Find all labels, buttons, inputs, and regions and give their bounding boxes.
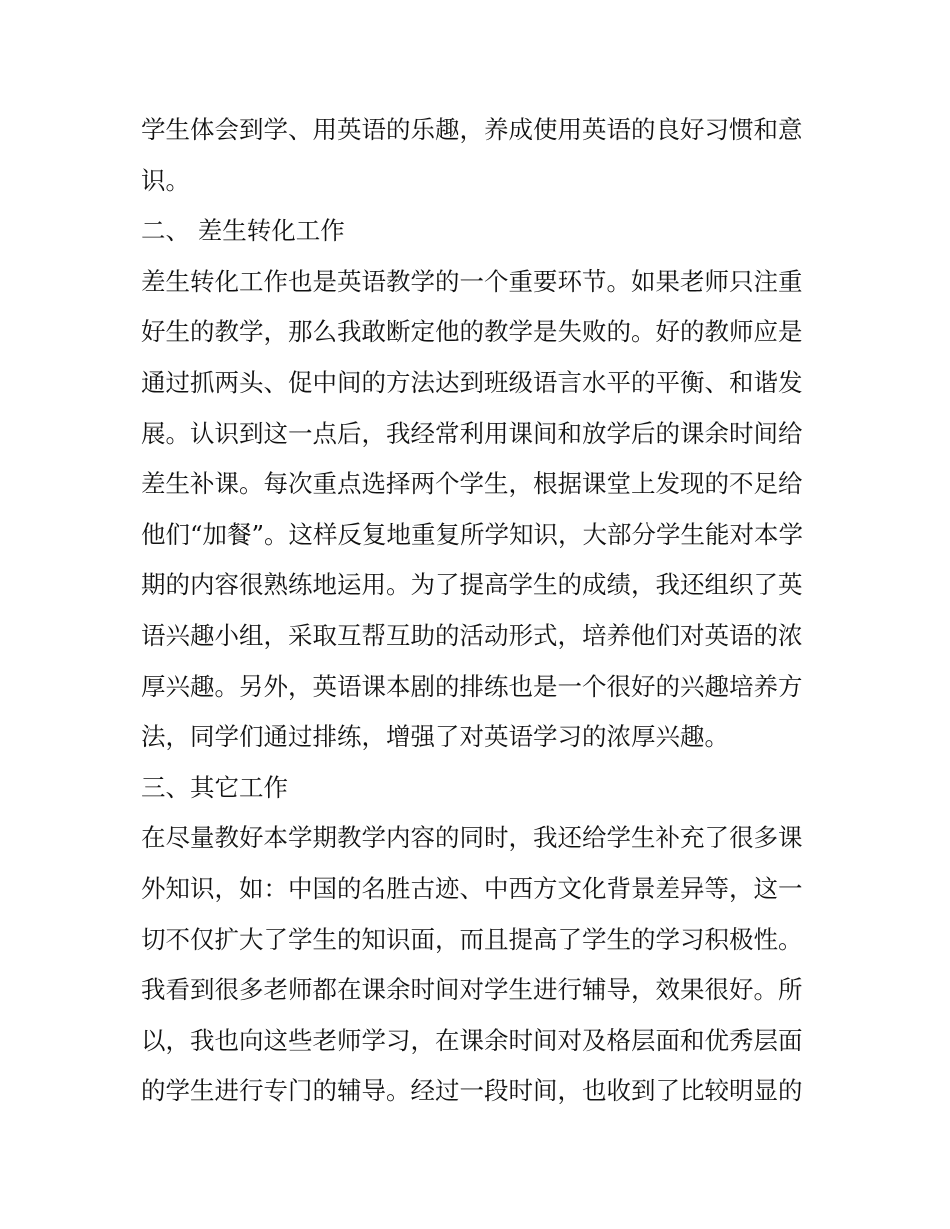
text-line: 通过抓两头、促中间的方法达到班级语言水平的平衡、和谐发: [141, 367, 803, 397]
text-line: 学生体会到学、用英语的乐趣，养成使用英语的良好习惯和意: [141, 115, 803, 144]
text-line: 以，我也向这些老师学习，在课余时间对及格层面和优秀层面: [141, 1025, 803, 1055]
text-line: 差生转化工作也是英语教学的一个重要环节。如果老师只注重: [141, 266, 803, 296]
text-line: 外知识，如：中国的名胜古迹、中西方文化背景差异等，这一: [141, 873, 803, 903]
section-heading: 二、 差生转化工作: [141, 216, 345, 246]
text-line: 厚兴趣。另外，英语课本剧的排练也是一个很好的兴趣培养方: [141, 671, 803, 701]
text-line: 展。认识到这一点后，我经常利用课间和放学后的课余时间给: [141, 418, 803, 448]
text-line: 的学生进行专门的辅导。经过一段时间，也收到了比较明显的: [141, 1076, 803, 1106]
text-line: 期的内容很熟练地运用。为了提高学生的成绩，我还组织了英: [141, 570, 803, 600]
text-line: 切不仅扩大了学生的知识面，而且提高了学生的学习积极性。: [141, 924, 803, 954]
text-line: 识。: [141, 165, 190, 195]
text-line: 他们“加餐”。这样反复地重复所学知识，大部分学生能对本学: [141, 519, 804, 549]
text-line: 在尽量教好本学期教学内容的同时，我还给学生补充了很多课: [141, 823, 803, 853]
body-text: [141, 105, 821, 1117]
section-heading: 三、其它工作: [141, 772, 288, 802]
text-line: 法，同学们通过排练，增强了对英语学习的浓厚兴趣。: [141, 722, 729, 752]
text-line: 好生的教学，那么我敢断定他的教学是失败的。好的教师应是: [141, 317, 803, 347]
text-line: 语兴趣小组，采取互帮互助的活动形式，培养他们对英语的浓: [141, 620, 803, 650]
text-line: 差生补课。每次重点选择两个学生，根据课堂上发现的不足给: [141, 469, 803, 499]
text-line: 我看到很多老师都在课余时间对学生进行辅导，效果很好。所: [141, 975, 803, 1005]
